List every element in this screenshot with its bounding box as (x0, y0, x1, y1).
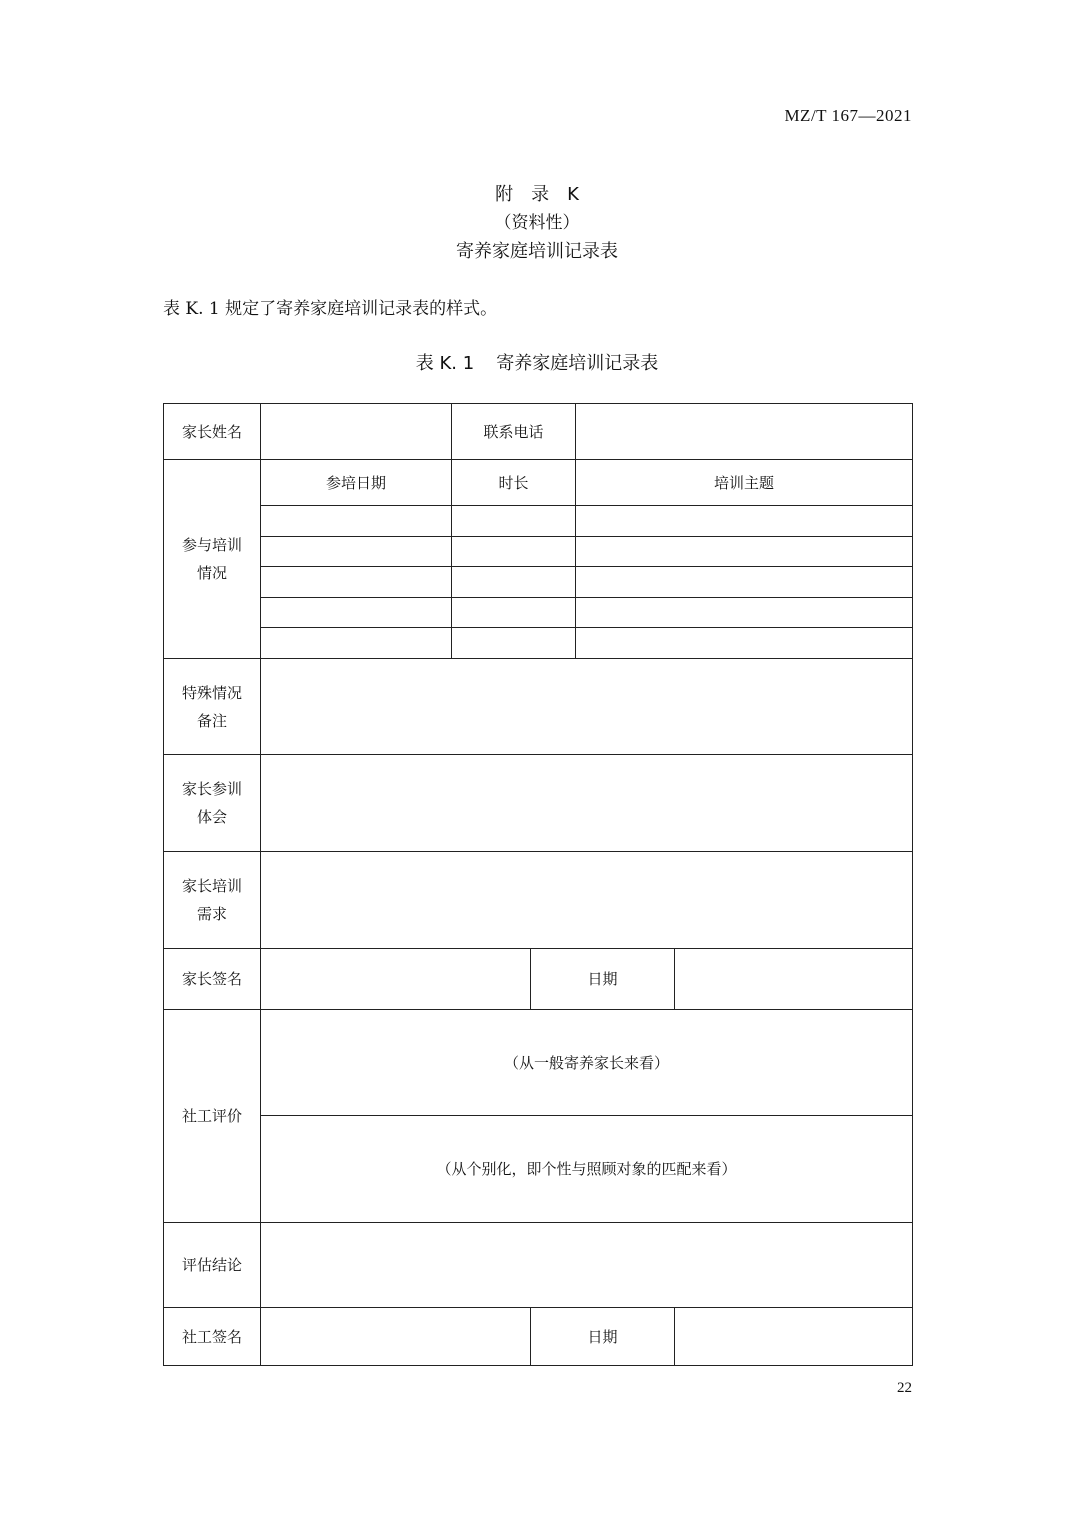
col-duration-header: 时长 (452, 460, 576, 506)
parent-name-label: 家长姓名 (164, 404, 261, 460)
training-date-cell[interactable] (261, 598, 452, 628)
social-date-field[interactable] (675, 1308, 913, 1366)
table-row (164, 852, 913, 949)
parent-signature-field[interactable] (261, 949, 531, 1010)
parent-needs-label: 家长培训 需求 (164, 852, 261, 949)
col-topic-header: 培训主题 (576, 460, 913, 506)
social-eval-label: 社工评价 (164, 1010, 261, 1223)
eval-individual-field[interactable]: （从个别化，即个性与照顾对象的匹配来看） (261, 1116, 913, 1223)
training-date-cell[interactable] (261, 506, 452, 537)
training-duration-cell[interactable] (452, 567, 576, 598)
social-signature-field[interactable] (261, 1308, 531, 1366)
social-date-label: 日期 (531, 1308, 675, 1366)
page-number: 22 (897, 1380, 912, 1396)
conclusion-label: 评估结论 (164, 1223, 261, 1308)
conclusion-field[interactable] (261, 1223, 913, 1308)
training-date-cell[interactable] (261, 567, 452, 598)
table-caption-title: 寄养家庭培训记录表 (496, 353, 659, 374)
parent-experience-label: 家长参训 体会 (164, 755, 261, 852)
phone-field[interactable] (576, 404, 913, 460)
table-row (164, 755, 913, 852)
training-date-cell[interactable] (261, 537, 452, 567)
appendix-name: 寄养家庭培训记录表 (456, 241, 618, 262)
col-date-header: 参培日期 (261, 460, 452, 506)
training-topic-cell[interactable] (576, 598, 913, 628)
table-row (164, 628, 913, 659)
parent-name-field[interactable] (261, 404, 452, 460)
table-row (164, 567, 913, 598)
parent-experience-field[interactable] (261, 755, 913, 852)
parent-date-label: 日期 (531, 949, 675, 1010)
document-code: MZ/T 167—2021 (784, 106, 912, 125)
table-row (164, 949, 913, 1010)
training-topic-cell[interactable] (576, 567, 913, 598)
training-date-cell[interactable] (261, 628, 452, 659)
training-duration-cell[interactable] (452, 537, 576, 567)
special-notes-field[interactable] (261, 659, 913, 755)
parent-needs-field[interactable] (261, 852, 913, 949)
table-row (164, 404, 913, 460)
training-section-label: 参与培训 情况 (164, 460, 261, 659)
training-duration-cell[interactable] (452, 628, 576, 659)
parent-date-field[interactable] (675, 949, 913, 1010)
table-row (164, 1010, 913, 1116)
special-notes-label: 特殊情况 备注 (164, 659, 261, 755)
training-duration-cell[interactable] (452, 598, 576, 628)
training-topic-cell[interactable] (576, 628, 913, 659)
training-duration-cell[interactable] (452, 506, 576, 537)
training-topic-cell[interactable] (576, 537, 913, 567)
appendix-title: 附 录 K (495, 184, 579, 205)
training-topic-cell[interactable] (576, 506, 913, 537)
phone-label: 联系电话 (452, 404, 576, 460)
table-row (164, 598, 913, 628)
table-row (164, 460, 913, 506)
table-row (164, 1223, 913, 1308)
table-row (164, 1116, 913, 1223)
table-row (164, 659, 913, 755)
table-row (164, 506, 913, 537)
eval-general-field[interactable]: （从一般寄养家长来看） (261, 1010, 913, 1116)
table-row (164, 1308, 913, 1366)
appendix-type: （资料性） (494, 213, 580, 233)
table-caption (0, 349, 1074, 375)
parent-signature-label: 家长签名 (164, 949, 261, 1010)
intro-paragraph: 表 K. 1 规定了寄养家庭培训记录表的样式。 (163, 299, 498, 319)
table-caption-number: 表 K. 1 (415, 353, 475, 374)
table-row (164, 537, 913, 567)
training-record-table (163, 403, 913, 1366)
social-signature-label: 社工签名 (164, 1308, 261, 1366)
